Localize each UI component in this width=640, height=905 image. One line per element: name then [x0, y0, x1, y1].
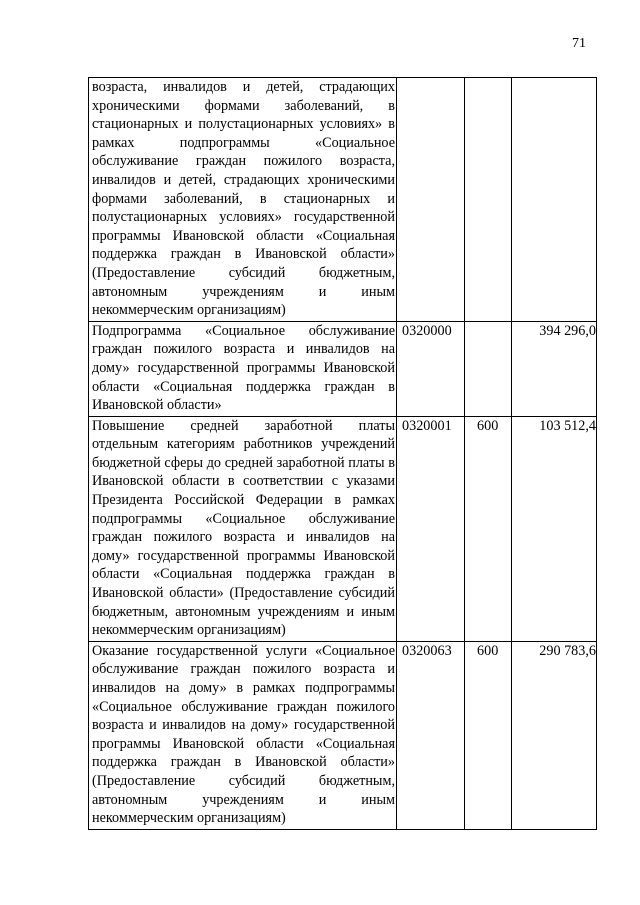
expense-type — [465, 78, 512, 322]
table-row — [89, 416, 597, 641]
target-code — [397, 78, 465, 322]
amount: 290 783,6 — [512, 641, 597, 829]
amount: 103 512,4 — [512, 416, 597, 641]
budget-table — [88, 77, 597, 830]
row-description: Оказание государственной услуги «Социальное обслуживание граждан пожилого возраста и инвалидов на дому» в рамках подпрограммы «Социальное обслуживание граждан пожилого возраста и инвалидов на дому» государственной программы Ивановской области «Социальная поддержка граждан в Ивановской области» (Предоставление субсидий бюджетным, автономным учреждениям и иным некоммерческим организациям) — [89, 641, 397, 829]
expense-type: 600 — [465, 641, 512, 829]
row-description: возраста, инвалидов и детей, страдающих хроническими формами заболеваний, в стационарных и полустационарных условиях» в рамках подпрограммы «Социальное обслуживание граждан пожилого возраста, инвалидов и детей, страдающих хроническими формами заболеваний, в стационарных и полустационарных условиях» государственной программы Ивановской области «Социальная поддержка граждан в Ивановской области» (Предоставление субсидий бюджетным, автономным учреждениям и иным некоммерческим организациям) — [89, 78, 397, 322]
row-description: Подпрограмма «Социальное обслуживание граждан пожилого возраста и инвалидов на дому» государственной программы Ивановской области «Социальная поддержка граждан в Ивановской области» — [89, 321, 397, 416]
amount — [512, 78, 597, 322]
expense-type — [465, 321, 512, 416]
target-code: 0320001 — [397, 416, 465, 641]
table-row — [89, 321, 597, 416]
amount: 394 296,0 — [512, 321, 597, 416]
page-number: 71 — [572, 36, 586, 51]
target-code: 0320063 — [397, 641, 465, 829]
table-row — [89, 78, 597, 322]
row-description: Повышение средней заработной платы отдельным категориям работников учреждений бюджетной сферы до средней заработной платы в Ивановской области в соответствии с указами Президента Российской Федерации в рамках подпрограммы «Социальное обслуживание граждан пожилого возраста и инвалидов на дому» государственной программы Ивановской области «Социальная поддержка граждан в Ивановской области» (Предоставление субсидий бюджетным, автономным учреждениям и иным некоммерческим организациям) — [89, 416, 397, 641]
expense-type: 600 — [465, 416, 512, 641]
target-code: 0320000 — [397, 321, 465, 416]
table-row — [89, 641, 597, 829]
